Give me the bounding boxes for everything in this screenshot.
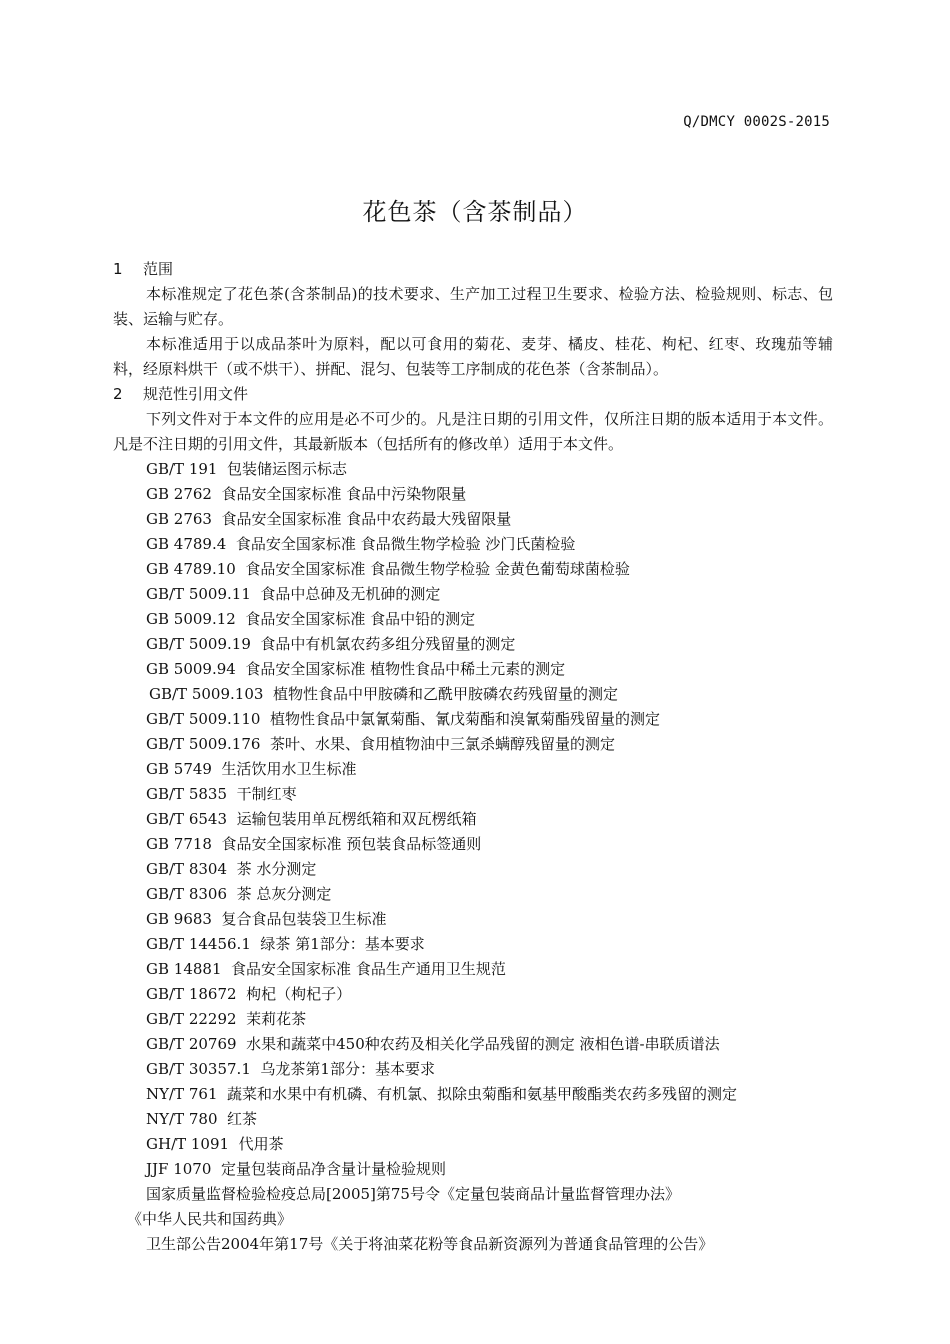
reference-title: 食品中有机氯农药多组分残留量的测定 — [260, 635, 516, 653]
reference-title: 干制红枣 — [236, 785, 297, 803]
reference-code: GB/T 191 — [146, 460, 218, 478]
reference-title: 水果和蔬菜中450种农药及相关化学品残留的测定 液相色谱-串联质谱法 — [246, 1035, 720, 1053]
reference-code: GB/T 8306 — [146, 885, 228, 903]
reference-item — [113, 1057, 833, 1082]
reference-code: GB 4789.10 — [146, 560, 236, 578]
reference-item — [113, 707, 833, 732]
reference-title: 食品安全国家标准 食品微生物学检验 沙门氏菌检验 — [235, 535, 576, 553]
section-number: 2 — [113, 385, 123, 403]
reference-code: NY/T 761 — [146, 1085, 218, 1103]
reference-item — [113, 507, 833, 532]
reference-code: GB 4789.4 — [146, 535, 227, 553]
reference-code: GB/T 20769 — [146, 1035, 237, 1053]
reference-code: GB/T 5009.11 — [146, 585, 251, 603]
reference-title: 植物性食品中氯氰菊酯、氰戊菊酯和溴氰菊酯残留量的测定 — [269, 710, 660, 728]
reference-item — [113, 1107, 833, 1132]
references-intro: 下列文件对于本文件的应用是必不可少的。凡是注日期的引用文件，仅所注日期的版本适用于本文件。凡是不注日期的引用文件，其最新版本（包括所有的修改单）适用于本文件。 — [113, 410, 833, 453]
reference-title: 茶叶、水果、食用植物油中三氯杀螨醇残留量的测定 — [269, 735, 615, 753]
reference-title: 茉莉花茶 — [246, 1010, 307, 1028]
reference-item: 《中华人民共和国药典》 — [127, 1210, 293, 1228]
section-title: 规范性引用文件 — [143, 385, 249, 403]
section-number: 1 — [113, 260, 123, 278]
reference-item — [113, 457, 833, 482]
reference-item: 国家质量监督检验检疫总局[2005]第75号令《定量包装商品计量监督管理办法》 — [146, 1185, 680, 1203]
reference-code: GB/T 6543 — [146, 810, 228, 828]
section-title: 范围 — [143, 260, 174, 278]
reference-title: 茶 水分测定 — [236, 860, 317, 878]
reference-code: GB/T 5009.110 — [146, 710, 261, 728]
reference-title: 运输包装用单瓦楞纸箱和双瓦楞纸箱 — [236, 810, 477, 828]
reference-code: GB/T 18672 — [146, 985, 237, 1003]
reference-code: GB/T 5835 — [146, 785, 228, 803]
reference-code: GB 14881 — [146, 960, 222, 978]
reference-item — [113, 1007, 833, 1032]
reference-item — [113, 982, 833, 1007]
reference-item — [113, 557, 833, 582]
reference-title: 绿茶 第1部分：基本要求 — [260, 935, 425, 953]
reference-item — [113, 532, 833, 557]
reference-code: GB 2763 — [146, 510, 212, 528]
reference-item — [113, 907, 833, 932]
reference-item — [113, 807, 833, 832]
reference-code: NY/T 780 — [146, 1110, 218, 1128]
reference-list — [113, 457, 833, 1182]
reference-item — [113, 607, 833, 632]
reference-item — [113, 932, 833, 957]
reference-title: 乌龙茶第1部分：基本要求 — [260, 1060, 435, 1078]
reference-title: 枸杞（枸杞子） — [246, 985, 352, 1003]
reference-title: 食品安全国家标准 食品中污染物限量 — [221, 485, 467, 503]
document-code: Q/DMCY 0002S-2015 — [683, 114, 830, 130]
reference-code: GB 5749 — [146, 760, 212, 778]
reference-item — [113, 857, 833, 882]
section-1-heading — [113, 257, 833, 282]
reference-title: 食品中总砷及无机砷的测定 — [260, 585, 441, 603]
reference-item — [113, 482, 833, 507]
reference-title: 食品安全国家标准 食品中农药最大残留限量 — [221, 510, 512, 528]
reference-title: 代用茶 — [238, 1135, 284, 1153]
document-title: 花色茶（含茶制品） — [362, 198, 588, 226]
reference-title: 食品安全国家标准 食品中铅的测定 — [245, 610, 476, 628]
reference-item — [113, 882, 833, 907]
reference-item — [113, 1132, 833, 1157]
reference-item — [113, 782, 833, 807]
reference-code: GB 9683 — [146, 910, 212, 928]
reference-item — [113, 732, 833, 757]
reference-item — [113, 682, 833, 707]
reference-code: GB/T 8304 — [146, 860, 228, 878]
reference-code: GB/T 22292 — [146, 1010, 237, 1028]
reference-item — [113, 582, 833, 607]
reference-item — [113, 1032, 833, 1057]
scope-paragraph: 本标准适用于以成品茶叶为原料，配以可食用的菊花、麦芽、橘皮、桂花、枸杞、红枣、玫瑰茄等辅料，经原料烘干（或不烘干）、拼配、混匀、包装等工序制成的花色茶（含茶制品）。 — [113, 335, 833, 378]
section-2-heading — [113, 382, 833, 407]
reference-title: 包装储运图示标志 — [227, 460, 348, 478]
reference-title: 食品安全国家标准 植物性食品中稀土元素的测定 — [245, 660, 566, 678]
reference-code: GH/T 1091 — [146, 1135, 230, 1153]
reference-title: 食品安全国家标准 预包装食品标签通则 — [221, 835, 482, 853]
reference-code: GB 2762 — [146, 485, 212, 503]
reference-title: 蔬菜和水果中有机磷、有机氯、拟除虫菊酯和氨基甲酸酯类农药多残留的测定 — [227, 1085, 738, 1103]
reference-title: 复合食品包装袋卫生标准 — [221, 910, 387, 928]
reference-code: JJF 1070 — [146, 1160, 212, 1178]
scope-paragraph: 本标准规定了花色茶(含茶制品)的技术要求、生产加工过程卫生要求、检验方法、检验规则、标志、包装、运输与贮存。 — [113, 285, 833, 328]
reference-item — [113, 832, 833, 857]
reference-title: 植物性食品中甲胺磷和乙酰甲胺磷农药残留量的测定 — [272, 685, 618, 703]
reference-item — [113, 1082, 833, 1107]
reference-title: 定量包装商品净含量计量检验规则 — [220, 1160, 446, 1178]
reference-code: GB/T 30357.1 — [146, 1060, 251, 1078]
reference-item — [113, 1157, 833, 1182]
reference-title: 茶 总灰分测定 — [236, 885, 332, 903]
reference-item: 卫生部公告2004年第17号《关于将油菜花粉等食品新资源列为普通食品管理的公告》 — [146, 1235, 714, 1253]
reference-item — [113, 632, 833, 657]
reference-code: GB 7718 — [146, 835, 212, 853]
reference-code: GB/T 5009.176 — [146, 735, 261, 753]
reference-code: GB 5009.12 — [146, 610, 236, 628]
reference-title: 生活饮用水卫生标准 — [221, 760, 357, 778]
reference-item — [113, 657, 833, 682]
reference-title: 红茶 — [227, 1110, 258, 1128]
reference-code: GB/T 5009.19 — [146, 635, 251, 653]
reference-code: GB/T 14456.1 — [146, 935, 251, 953]
reference-code: GB/T 5009.103 — [149, 685, 264, 703]
reference-title: 食品安全国家标准 食品微生物学检验 金黄色葡萄球菌检验 — [245, 560, 630, 578]
reference-item — [113, 957, 833, 982]
reference-item — [113, 757, 833, 782]
reference-code: GB 5009.94 — [146, 660, 236, 678]
reference-title: 食品安全国家标准 食品生产通用卫生规范 — [231, 960, 506, 978]
document-body — [113, 257, 833, 1257]
